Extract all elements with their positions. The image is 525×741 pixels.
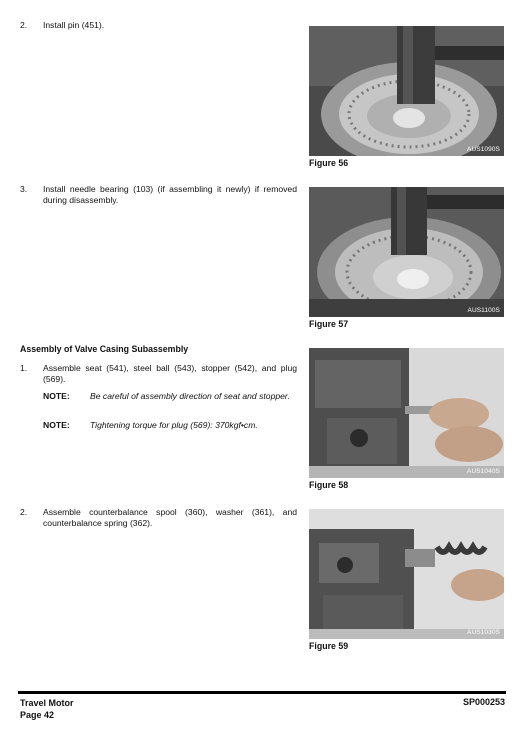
step-number: 3. — [20, 184, 28, 194]
step-number: 1. — [20, 363, 28, 373]
document-code: SP000253 — [462, 697, 505, 707]
footer-rule — [18, 691, 506, 694]
figure-57-photo — [309, 187, 504, 317]
figure-58-photo — [309, 348, 504, 478]
step-number: 2. — [20, 507, 28, 517]
note-label: NOTE: — [43, 391, 70, 401]
figure-caption: Figure 59 — [309, 641, 349, 651]
footer-left — [20, 697, 74, 721]
figure-59-photo — [309, 509, 504, 639]
section-heading: Assembly of Valve Casing Subassembly — [20, 344, 189, 354]
step-number: 2. — [20, 20, 28, 30]
step-text: Assemble seat (541), steel ball (543), stopper (542), and plug (569). — [43, 363, 297, 385]
figure-code: AUS1040S — [467, 467, 500, 475]
figure-caption: Figure 56 — [309, 158, 349, 168]
note-label: NOTE: — [43, 420, 70, 430]
step-text: Install pin (451). — [43, 20, 105, 30]
figure-code: AUS1090S — [467, 145, 500, 153]
figure-code: AUS1100S — [467, 306, 500, 314]
page-number: Page 42 — [20, 710, 55, 721]
note-text: Be careful of assembly direction of seat and stopper. — [90, 391, 290, 401]
figure-caption: Figure 57 — [309, 319, 349, 329]
step-text: Assemble counterbalance spool (360), washer (361), and counterbalance spring (362). — [43, 507, 297, 529]
figure-56-photo — [309, 26, 504, 156]
figure-caption: Figure 58 — [309, 480, 349, 490]
step-text: Install needle bearing (103) (if assembling it newly) if removed during disassembly. — [43, 184, 297, 206]
footer-title: Travel Motor — [20, 698, 74, 708]
note-text: Tightening torque for plug (569): 370kgf•cm. — [90, 420, 258, 430]
figure-code: AUS1030S — [467, 628, 500, 636]
